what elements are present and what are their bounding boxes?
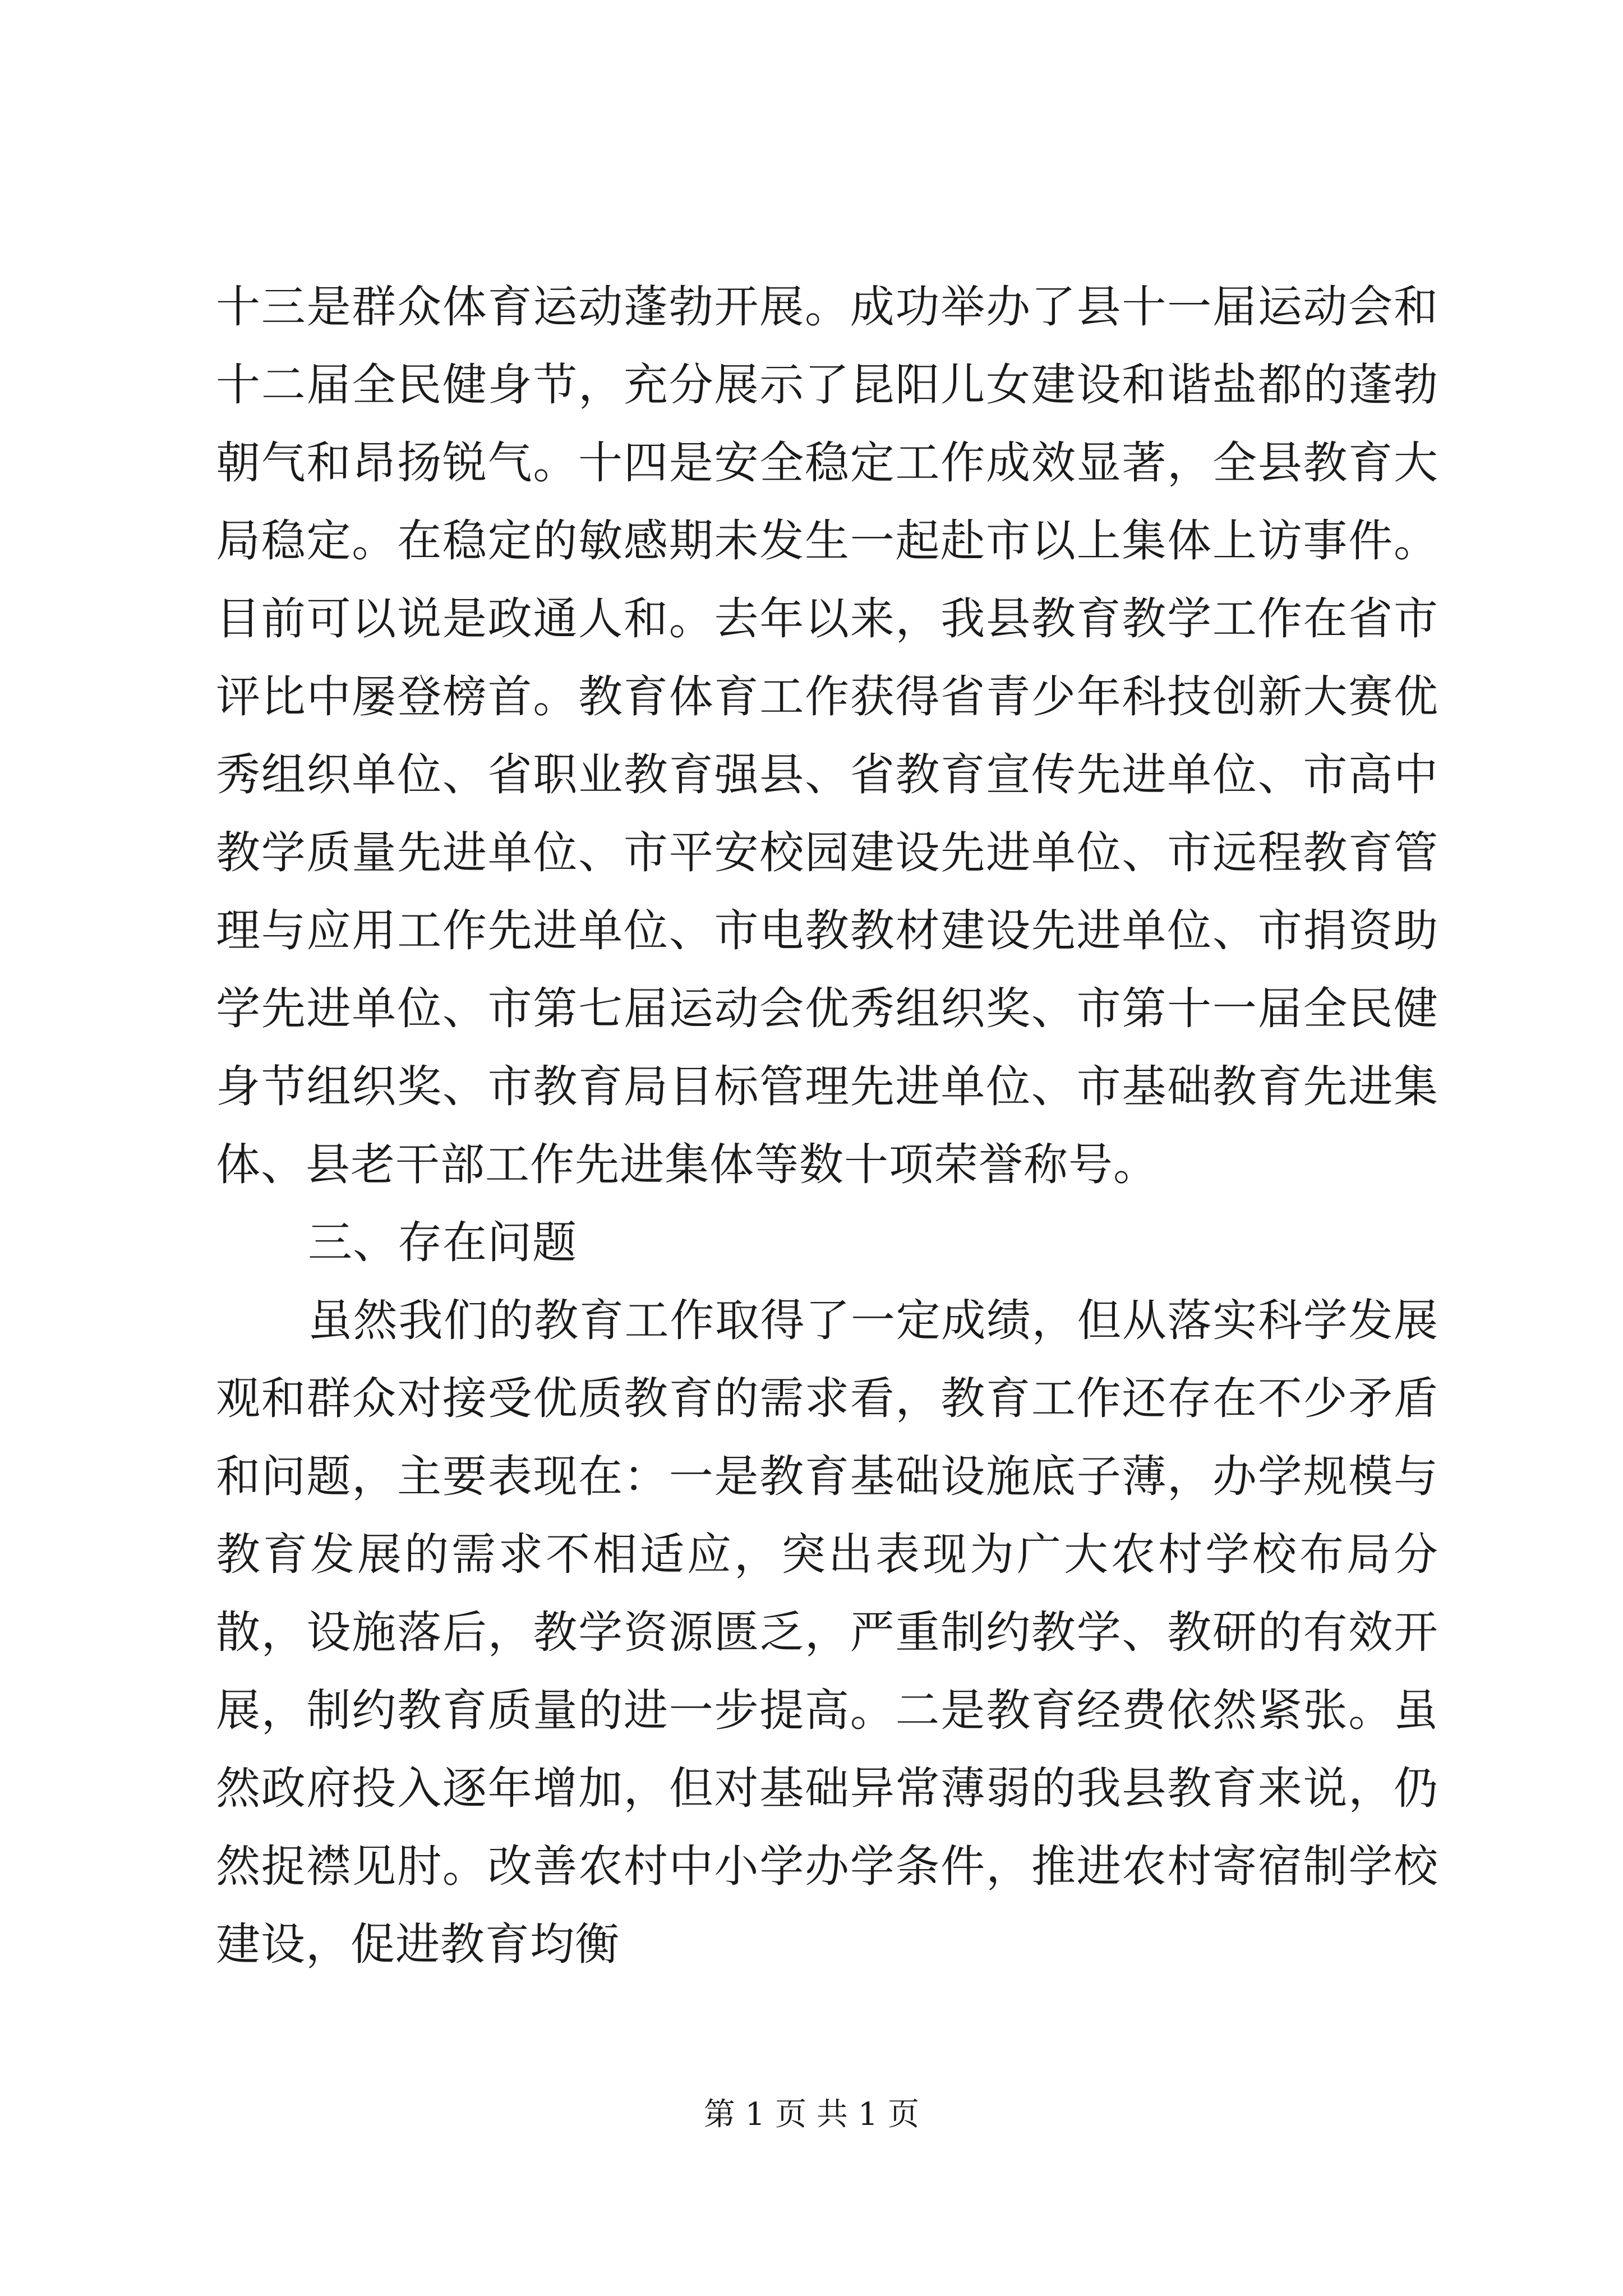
document-body [216, 268, 1438, 1984]
section-heading-problems: 三、存在问题 [308, 1217, 577, 1268]
paragraph-achievements: 十三是群众体育运动蓬勃开展。成功举办了县十一届运动会和十二届全民健身节，充分展示了昆阳儿女建设和谐盐都的蓬勃朝气和昂扬锐气。十四是安全稳定工作成效显著，全县教育大局稳定。在稳定的敏感期未发生一起赴市以上集体上访事件。目前可以说是政通人和。去年以来，我县教育教学工作在省市评比中屡登榜首。教育体育工作获得省青少年科技创新大赛优秀组织单位、省职业教育强县、省教育宣传先进单位、市高中教学质量先进单位、市平安校园建设先进单位、市远程教育管理与应用工作先进单位、市电教教材建设先进单位、市捐资助学先进单位、市第七届运动会优秀组织奖、市第十一届全民健身节组织奖、市教育局目标管理先进单位、市基础教育先进集体、县老干部工作先进集体等数十项荣誉称号。 [216, 281, 1438, 1190]
paragraph-problems: 虽然我们的教育工作取得了一定成绩，但从落实科学发展观和群众对接受优质教育的需求看，教育工作还存在不少矛盾和问题，主要表现在：一是教育基础设施底子薄，办学规模与教育发展的需求不相适应，突出表现为广大农村学校布局分散，设施落后，教学资源匮乏，严重制约教学、教研的有效开展，制约教育质量的进一步提高。二是教育经费依然紧张。虽然政府投入逐年增加，但对基础异常薄弱的我县教育来说，仍然捉襟见肘。改善农村中小学办学条件，推进农村寄宿制学校建设，促进教育均衡 [216, 1295, 1438, 1970]
page-footer: 第 1 页 共 1 页 [703, 2096, 920, 2133]
